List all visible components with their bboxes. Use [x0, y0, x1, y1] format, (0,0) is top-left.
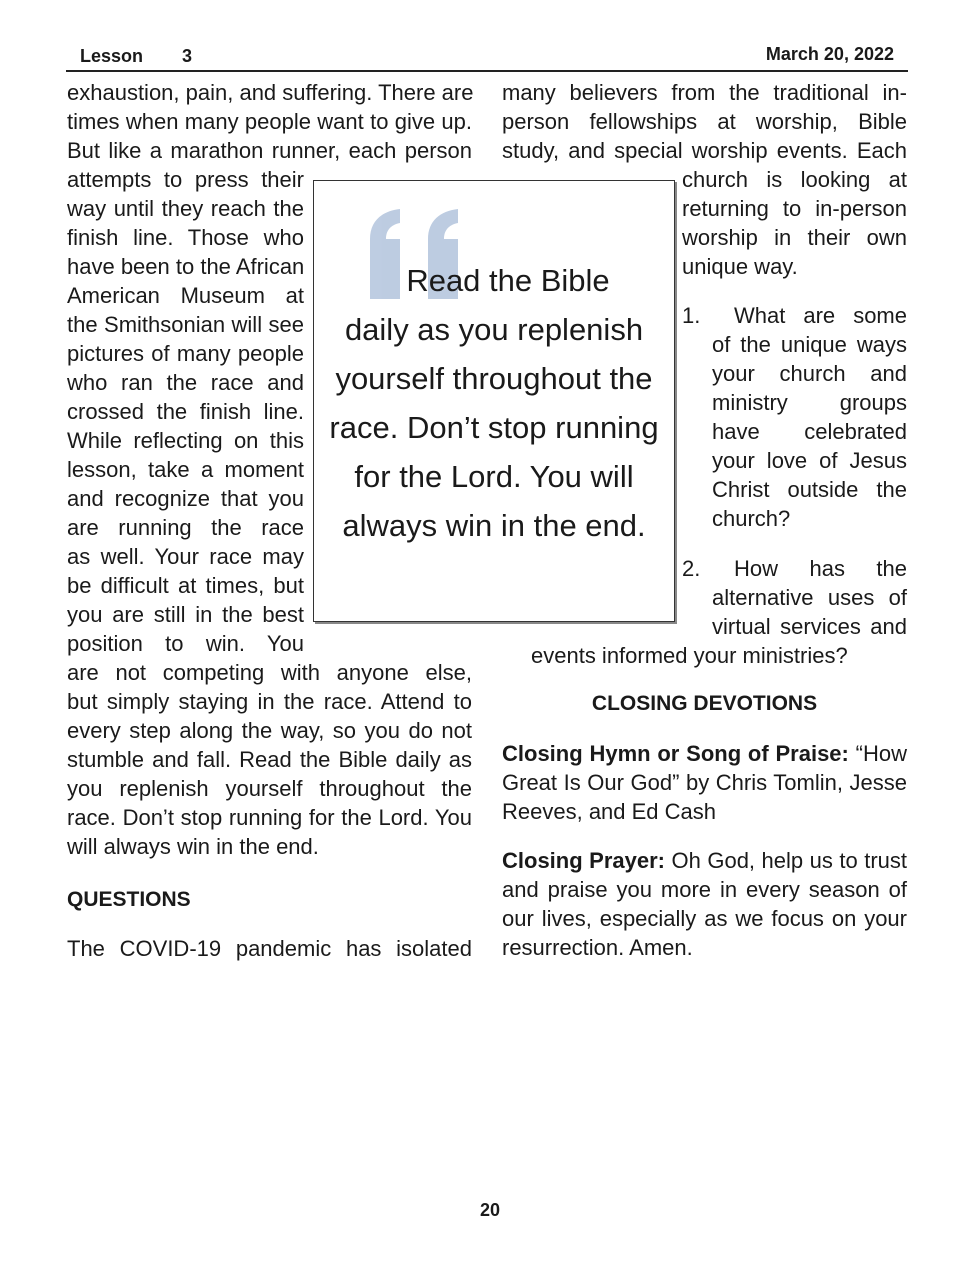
- right-line: person fellowships at worship, Bible: [502, 109, 907, 134]
- prayer-label: Closing Prayer:: [502, 848, 665, 873]
- pull-quote: [313, 180, 675, 622]
- left-line: way until they reach the: [67, 196, 304, 221]
- left-line: crossed the finish line.: [67, 399, 304, 424]
- left-line: are not competing with anyone else,: [67, 660, 472, 685]
- left-line: you replenish yourself throughout the: [67, 776, 472, 801]
- right-line: study, and special worship events. Each: [502, 138, 907, 163]
- question-1-line: Christ outside the: [712, 477, 907, 502]
- right-line: worship in their own: [682, 225, 907, 250]
- left-line: be difficult at times, but: [67, 573, 304, 598]
- closing-devotions-heading: CLOSING DEVOTIONS: [591, 692, 818, 715]
- question-1-line: What are some: [734, 303, 907, 328]
- left-line: times when many people want to give up.: [67, 109, 472, 134]
- right-line: church is looking at: [682, 167, 907, 192]
- question-1-line: have celebrated: [712, 419, 907, 444]
- pull-quote-line: always win in the end.: [342, 508, 646, 543]
- left-line: But like a marathon runner, each person: [67, 138, 472, 163]
- question-1-line: church?: [712, 506, 791, 531]
- pull-quote-line: daily as you replenish: [344, 312, 644, 347]
- pull-quote-line: yourself throughout the: [335, 361, 653, 396]
- question-1-line: ministry groups: [712, 390, 907, 415]
- hymn-title-start: “How: [848, 741, 908, 766]
- questions-intro: The COVID-19 pandemic has isolated: [67, 936, 472, 961]
- prayer-line: our lives, especially as we focus on your: [502, 906, 907, 931]
- pull-quote-line: Read the Bible: [406, 263, 610, 298]
- left-line: American Museum at: [67, 283, 304, 308]
- left-line: as well. Your race may: [67, 544, 304, 569]
- left-line: will always win in the end.: [67, 834, 319, 859]
- right-line: returning to in-person: [682, 196, 907, 221]
- prayer-text-start: Oh God, help us to trust: [665, 848, 907, 873]
- page-number: 20: [479, 1200, 501, 1220]
- right-line: many believers from the traditional in-: [502, 80, 907, 105]
- hymn-line: [502, 739, 907, 768]
- left-line: but simply staying in the race. Attend to: [67, 689, 472, 714]
- left-line: pictures of many people: [67, 341, 304, 366]
- question-2-line: How has the: [734, 556, 907, 581]
- left-line: you are still in the best: [67, 602, 304, 627]
- pull-quote-line: race. Don’t stop running: [329, 410, 659, 445]
- page-header: [66, 44, 908, 72]
- lesson-number: 3: [182, 46, 193, 66]
- questions-heading: QUESTIONS: [67, 888, 191, 911]
- prayer-line: and praise you more in every season of: [502, 877, 907, 902]
- left-line: every step along the way, so you do not: [67, 718, 472, 743]
- lesson-date: March 20, 2022: [765, 44, 894, 64]
- question-1-number: 1.: [682, 303, 701, 328]
- left-line: position to win. You: [67, 631, 304, 656]
- lesson-label: Lesson: [80, 46, 144, 66]
- left-line: stumble and fall. Read the Bible daily as: [67, 747, 472, 772]
- question-2-number: 2.: [682, 556, 701, 581]
- left-line: exhaustion, pain, and suffering. There are: [67, 80, 474, 105]
- hymn-line: Reeves, and Ed Cash: [502, 799, 717, 824]
- left-line: and recognize that you: [67, 486, 304, 511]
- pull-quote-line: for the Lord. You will: [354, 459, 634, 494]
- left-line: race. Don’t stop running for the Lord. You: [67, 805, 472, 830]
- left-line: While reflecting on this: [67, 428, 304, 453]
- left-line: lesson, take a moment: [67, 457, 304, 482]
- left-line: the Smithsonian will see: [67, 312, 304, 337]
- left-line: have been to the African: [67, 254, 305, 279]
- left-line: who ran the race and: [67, 370, 304, 395]
- hymn-line: Great Is Our God” by Chris Tomlin, Jesse: [502, 770, 907, 795]
- question-2-line: alternative uses of: [712, 585, 907, 610]
- left-line: attempts to press their: [67, 167, 304, 192]
- question-1-line: your church and: [712, 361, 907, 386]
- question-2-line: events informed your ministries?: [531, 643, 848, 668]
- question-1-line: your love of Jesus: [712, 448, 907, 473]
- question-1-line: of the unique ways: [712, 332, 907, 357]
- hymn-label: Closing Hymn or Song of Praise:: [502, 741, 849, 766]
- left-line: finish line. Those who: [67, 225, 304, 250]
- right-line: unique way.: [682, 254, 798, 279]
- prayer-line: resurrection. Amen.: [502, 935, 693, 960]
- question-2-line: virtual services and: [712, 614, 907, 639]
- left-line: are running the race: [67, 515, 304, 540]
- prayer-line: [502, 846, 907, 875]
